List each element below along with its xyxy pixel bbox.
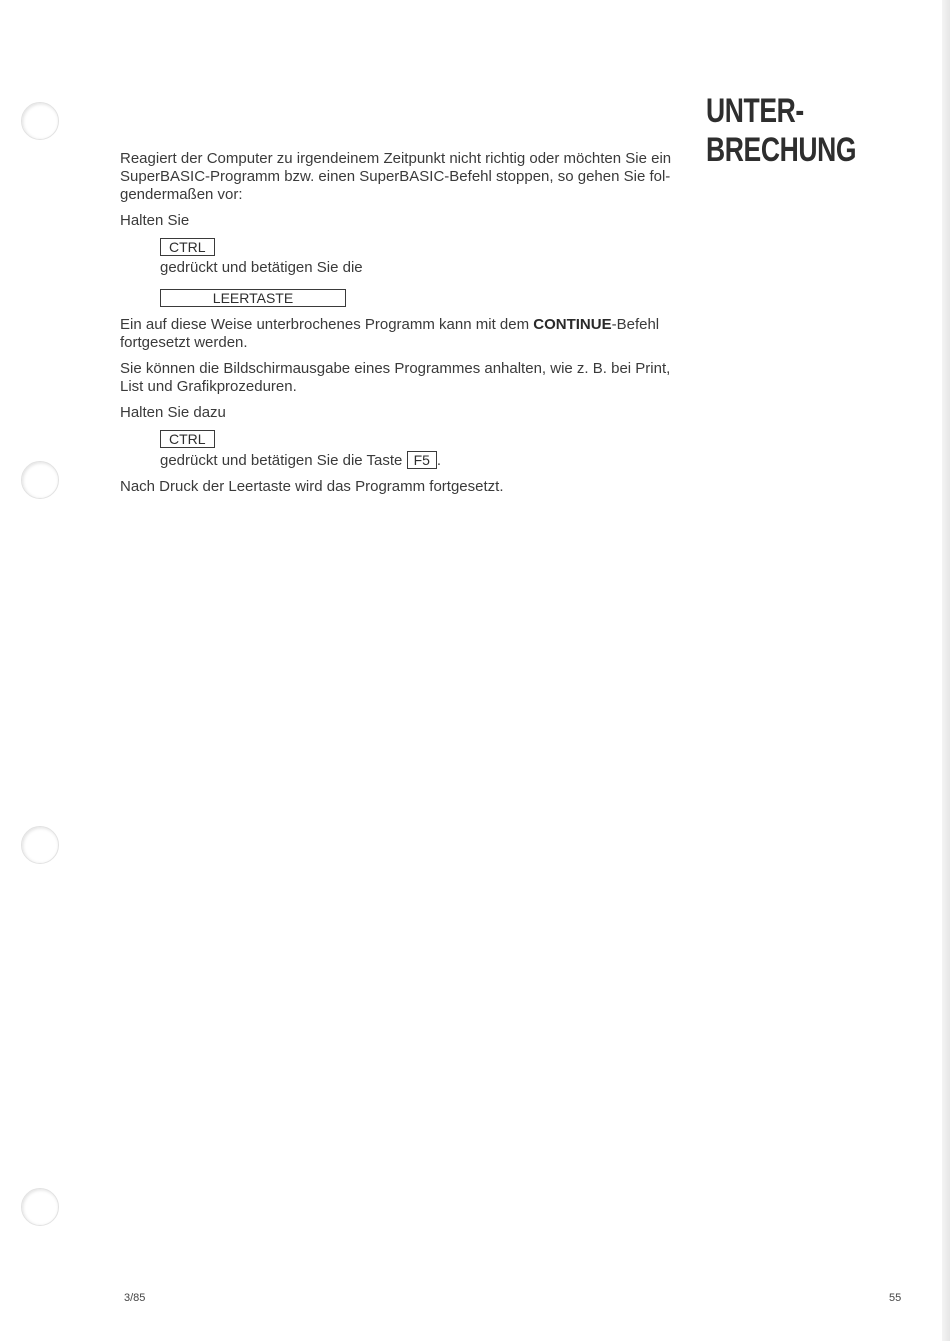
continue-text-after: -Befehl fortgesetzt werden. — [120, 316, 660, 351]
section-heading — [706, 92, 856, 170]
resume-paragraph: Nach Druck der Leertaste wird das Programm fortgesetzt. — [120, 478, 504, 495]
key-row-ctrl-2 — [120, 430, 690, 449]
pause-paragraph: Sie können die Bildschirmausgabe eines Programmes anhalten, wie z. B. bei Print, List und Grafikprozeduren. — [120, 360, 671, 395]
ctrl-key: CTRL — [160, 238, 215, 256]
pressed-instruction-2 — [120, 451, 690, 470]
period: . — [436, 452, 442, 469]
hold-instruction: Halten Sie — [120, 212, 190, 229]
pressed-instruction-1: gedrückt und betätigen Sie die — [160, 259, 363, 276]
footer-edition: 3/85 — [124, 1292, 146, 1304]
page-number: 55 — [889, 1292, 902, 1304]
section-heading-line-1: UNTER- — [706, 92, 804, 130]
continue-keyword: CONTINUE — [533, 316, 612, 333]
intro-paragraph: Reagiert der Computer zu irgendeinem Zeitpunkt nicht richtig oder möchten Sie ein SuperBASIC-Programm bzw. einen SuperBASIC-Befehl stoppen, so gehen Sie folgendermaßen vor: — [120, 150, 672, 203]
key-row-space — [120, 289, 690, 308]
continue-paragraph — [120, 316, 690, 352]
ctrl-key: CTRL — [160, 430, 215, 448]
section-heading-line-2: BRECHUNG — [706, 131, 857, 169]
space-key: LEERTASTE — [160, 289, 346, 307]
hold-instruction-2: Halten Sie dazu — [120, 404, 226, 421]
pressed-instruction-2-text: gedrückt und betätigen Sie die Taste — [160, 452, 403, 469]
punch-hole — [21, 826, 59, 864]
continue-text-before: Ein auf diese Weise unterbrochenes Programm kann mit dem — [120, 316, 534, 333]
page-content — [120, 150, 690, 496]
punch-hole — [21, 1188, 59, 1226]
page-edge — [942, 0, 950, 1341]
key-row-ctrl-1 — [120, 238, 690, 257]
punch-hole — [21, 102, 59, 140]
punch-hole — [21, 461, 59, 499]
f5-key: F5 — [407, 451, 437, 469]
